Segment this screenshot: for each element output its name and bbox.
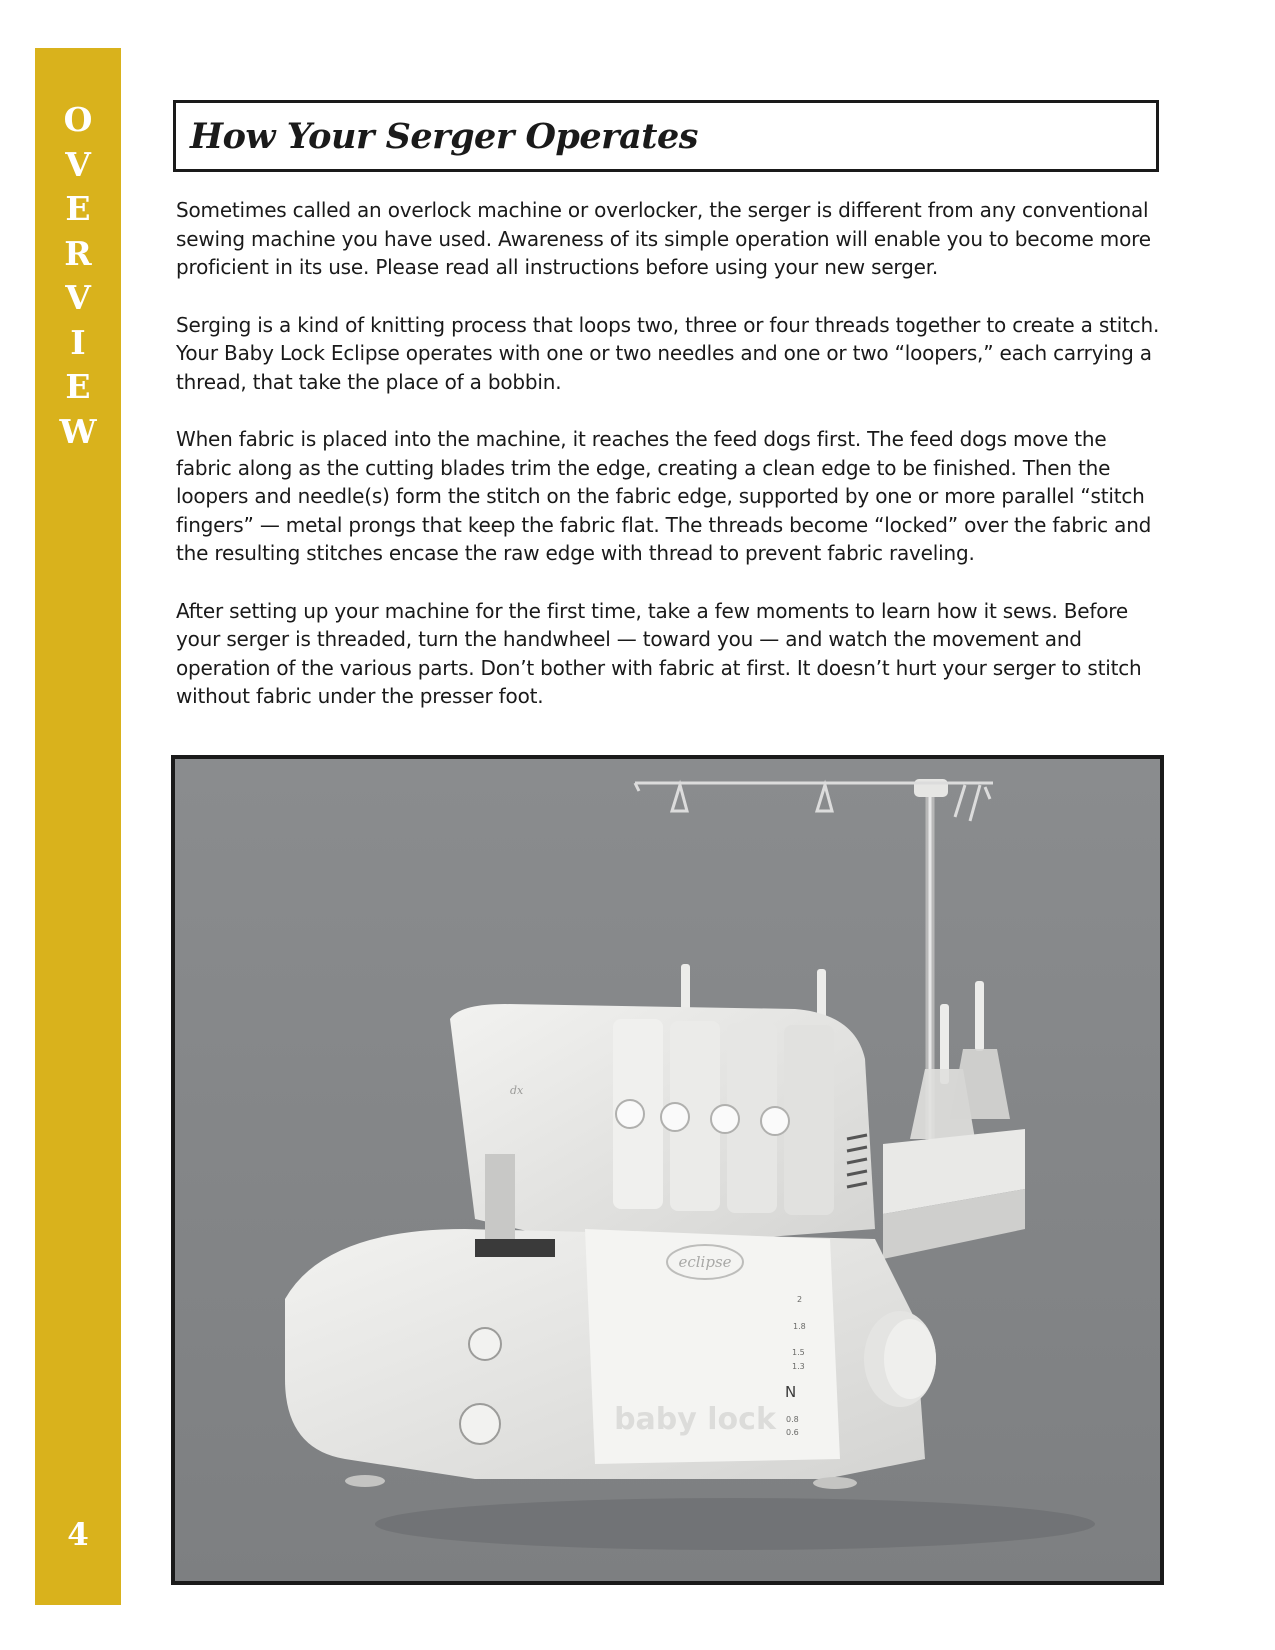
body-text	[176, 196, 1166, 740]
eclipse-logo: eclipse	[678, 1253, 732, 1271]
section-letter: W	[59, 411, 97, 451]
serger-photo	[171, 755, 1164, 1585]
section-letter: I	[70, 322, 86, 362]
stitch-mark: 1.3	[792, 1362, 805, 1371]
label-dx: dx	[510, 1084, 524, 1097]
section-letter: V	[65, 144, 91, 184]
foot	[345, 1475, 385, 1487]
serger-illustration	[175, 759, 1160, 1581]
page-title: How Your Serger Operates	[190, 115, 698, 157]
needle-plate	[475, 1239, 555, 1257]
handwheel	[864, 1311, 936, 1407]
stitch-mark: 1.8	[793, 1322, 806, 1331]
foot	[813, 1477, 857, 1489]
stitch-mark: 0.8	[786, 1415, 799, 1424]
stitch-mark: N	[785, 1383, 797, 1401]
stitch-mark: 0.6	[786, 1428, 799, 1437]
brand-emboss: baby lock	[614, 1402, 776, 1437]
section-letter: E	[65, 189, 91, 228]
paragraph-intro: Sometimes called an overlock machine or overlocker, the serger is different from any conventional sewing machine you have used. Awareness of its simple operation will enable you to become more proficient in its use. Please read all instructions before using your new serger.	[176, 198, 1151, 279]
machine-shadow	[375, 1498, 1095, 1550]
side-tab	[35, 48, 121, 1605]
section-label-overview	[35, 98, 121, 454]
title-box	[173, 100, 1159, 172]
section-letter: O	[63, 100, 93, 139]
paragraph-fabric: When fabric is placed into the machine, it reaches the feed dogs first. The feed dogs move the fabric along as the cutting blades trim the edge, creating a clean edge to be finished. Then the loopers and needle(s) form the stitch on the fabric edge, supported by one or more parallel “stitch fingers” — metal prongs that keep the fabric flat. The threads become “locked” over the fabric and the resulting stitches encase the raw edge with thread to prevent fabric raveling.	[176, 427, 1152, 565]
section-letter: R	[64, 233, 92, 273]
section-letter: E	[65, 367, 91, 406]
paragraph-setup: After setting up your machine for the first time, take a few moments to learn how it sews. Before your serger is threaded, turn the handwheel — toward you — and watch the movement and operation of the various parts. Don’t bother with fabric at first. It doesn’t hurt your serger to stitch without fabric under the presser foot.	[176, 598, 1142, 708]
section-letter: V	[65, 278, 91, 317]
stitch-mark: 2	[797, 1295, 803, 1304]
paragraph-serging: Serging is a kind of knitting process that loops two, three or four threads together to create a stitch. Your Baby Lock Eclipse operates with one or two needles and one or two “loopers,” each carrying a thread, that take the place of a bobbin.	[176, 312, 1160, 394]
stitch-mark: 1.5	[792, 1348, 805, 1357]
page-number: 4	[67, 1517, 89, 1553]
needle-bar	[485, 1154, 515, 1244]
